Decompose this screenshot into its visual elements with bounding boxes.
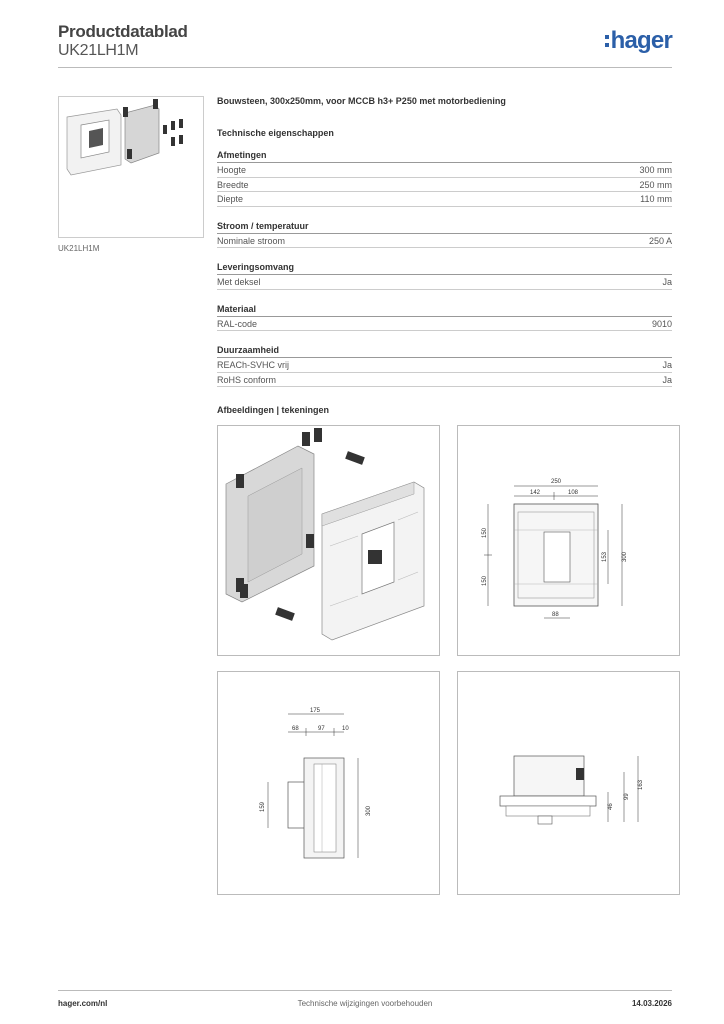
spec-group-material <box>217 304 672 332</box>
spec-row <box>217 178 672 193</box>
spec-group-dimensions <box>217 150 672 207</box>
spec-row <box>217 358 672 373</box>
dim-left: 142 <box>530 490 541 496</box>
dim-width: 250 <box>551 479 562 485</box>
spec-label: Breedte <box>217 179 249 190</box>
side-view-drawing <box>217 671 440 895</box>
spec-value: Ja <box>662 277 672 287</box>
dim-h2: 99 <box>624 793 630 800</box>
dim-d3: 10 <box>342 726 349 732</box>
product-code: UK21LH1M <box>58 42 139 59</box>
images-heading: Afbeeldingen | tekeningen <box>217 405 330 415</box>
spec-value: Ja <box>662 360 672 370</box>
dim-left-height: 159 <box>260 801 266 812</box>
document-title: Productdatablad <box>58 22 188 41</box>
page-footer <box>58 990 672 1014</box>
spec-group-current <box>217 221 672 249</box>
spec-value: 9010 <box>651 318 672 329</box>
spec-value: Ja <box>662 374 672 385</box>
exploded-view-drawing <box>217 425 440 656</box>
product-description: Bouwsteen, 300x250mm, voor MCCB h3+ P250 met motorbediening <box>217 96 506 106</box>
dim-depth: 175 <box>310 708 321 714</box>
spec-row <box>217 373 672 388</box>
spec-group-title: Afmetingen <box>217 150 672 163</box>
spec-row <box>217 275 672 290</box>
front-view-drawing <box>457 425 680 656</box>
dim-top: 150 <box>482 527 488 538</box>
thumbnail-caption: UK21LH1M <box>58 244 100 253</box>
spec-label: REACh-SVHC vrij <box>217 360 290 370</box>
page-header <box>58 22 672 68</box>
logo-dots-icon <box>605 35 609 47</box>
dim-mid: 153 <box>602 551 608 562</box>
spec-group-sustainability <box>217 345 672 387</box>
tech-properties-heading: Technische eigenschappen <box>217 128 334 138</box>
spec-group-delivery <box>217 262 672 290</box>
dim-h1: 163 <box>638 779 644 790</box>
dim-bottom-width: 88 <box>552 612 559 618</box>
dim-right: 108 <box>568 490 579 496</box>
website-link[interactable]: hager.com/nl <box>58 999 108 1008</box>
dim-d1: 68 <box>292 726 299 732</box>
footer-date: 14.03.2026 <box>631 999 672 1008</box>
hager-logo[interactable] <box>605 27 672 55</box>
dim-bottom: 150 <box>482 575 488 586</box>
spec-group-title: Leveringsomvang <box>217 262 672 275</box>
spec-label: Nominale stroom <box>217 235 286 246</box>
spec-group-title: Materiaal <box>217 304 672 317</box>
dim-d2: 97 <box>318 726 325 732</box>
footer-note: Technische wijzigingen voorbehouden <box>297 999 433 1008</box>
spec-label: RoHS conform <box>217 374 277 385</box>
dim-h3: 46 <box>608 803 614 810</box>
product-thumbnail <box>58 96 204 238</box>
spec-label: RAL-code <box>217 318 258 329</box>
spec-row <box>217 163 672 178</box>
spec-label: Hoogte <box>217 165 247 175</box>
spec-label: Diepte <box>217 194 244 204</box>
spec-group-title: Duurzaamheid <box>217 345 672 358</box>
spec-row <box>217 192 672 207</box>
spec-group-title: Stroom / temperatuur <box>217 221 672 234</box>
spec-value: 250 A <box>648 235 672 246</box>
spec-value: 110 mm <box>640 194 672 204</box>
spec-value: 300 mm <box>639 165 672 175</box>
spec-label: Met deksel <box>217 277 261 287</box>
logo-text: hager <box>610 27 672 54</box>
top-view-drawing <box>457 671 680 895</box>
dim-side-height: 300 <box>366 805 372 816</box>
spec-value: 250 mm <box>639 179 672 190</box>
dim-height: 300 <box>622 551 628 562</box>
spec-row <box>217 317 672 332</box>
spec-row <box>217 234 672 249</box>
product-specs <box>217 96 672 387</box>
